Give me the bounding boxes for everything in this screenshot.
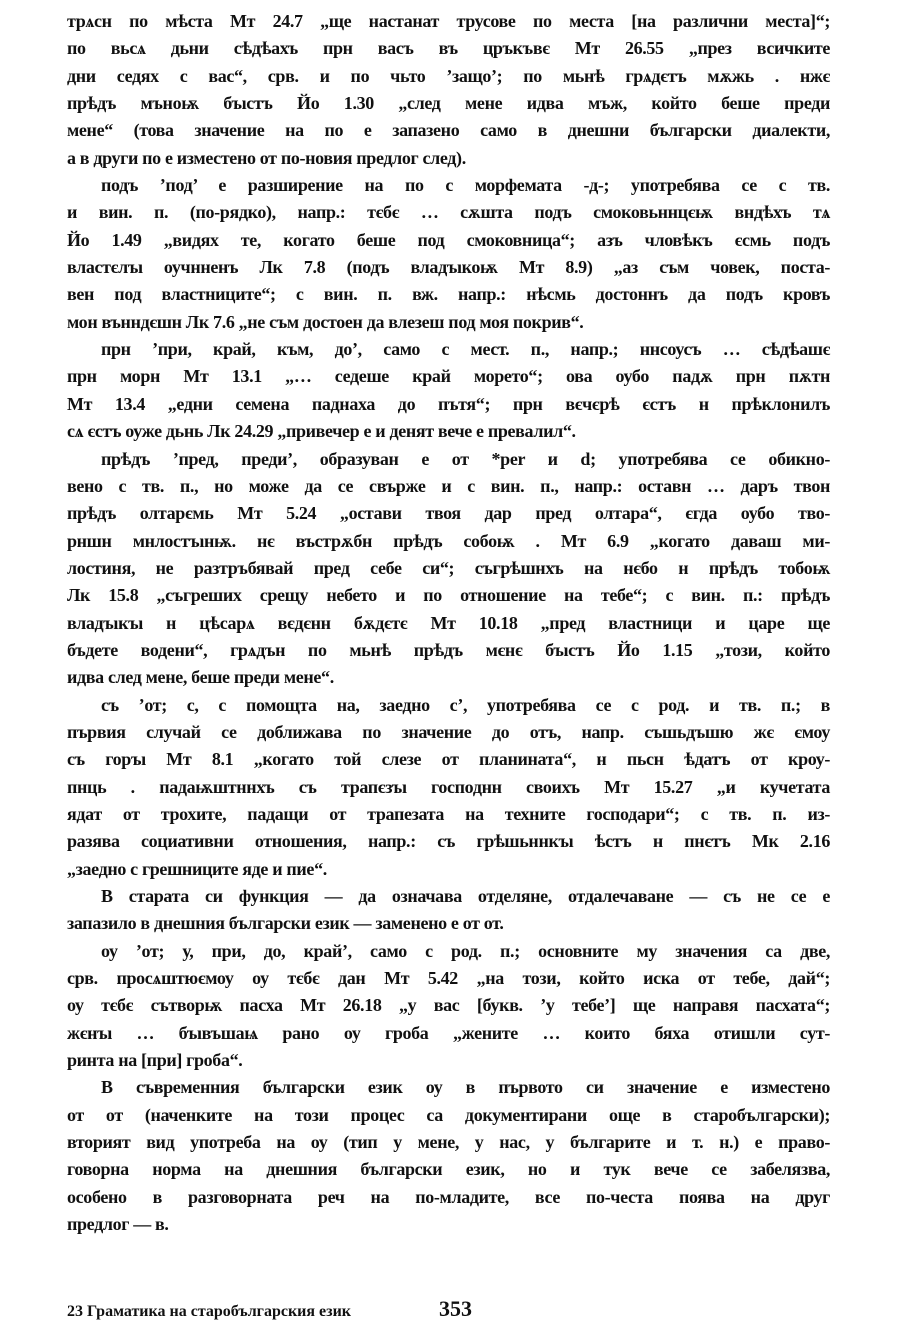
text-line: и вин. п. (по-рядко), напр.: тєбє … сѫшта подъ смоковьннцєѭ вндѣхъ тѧ bbox=[67, 202, 830, 223]
text-line: съ ’от; с, с помощта на, заедно с’, употребява се с род. и тв. п.; в bbox=[101, 694, 830, 715]
text-line: първия случай се доближава по значение до отъ, напр. съшьдъшю жє ємоу bbox=[67, 721, 830, 742]
paragraph bbox=[67, 8, 830, 172]
paragraph bbox=[67, 172, 830, 336]
paragraph bbox=[67, 446, 830, 692]
text-line: вено с тв. п., но може да се свърже и с вин. п., напр.: оставн … даръ твон bbox=[67, 475, 830, 496]
text-line: жєнъı … бъıвъшаѩ рано оу гроба „жените … които бяха отишли сут- bbox=[67, 1022, 830, 1043]
paragraph bbox=[67, 1074, 830, 1238]
paragraph bbox=[67, 938, 830, 1075]
text-line: прѣдъ ’пред, преди’, образуван е от *per и d; употребява се обикно- bbox=[101, 448, 830, 469]
text-line: дни седях с вас“, срв. и по чьто ’защо’; по мьнѣ грѧдєтъ мѫжь . нжє bbox=[67, 65, 830, 86]
text-line: особено в разговорната реч на по-младите, все по-честа поява на друг bbox=[67, 1186, 830, 1207]
text-line: В съвременния български език оу в първото си значение е изместено bbox=[101, 1077, 830, 1098]
text-line: идва след мене, беше преди мене“. bbox=[67, 667, 334, 688]
text-line: предлог — в. bbox=[67, 1214, 169, 1235]
text-line: Мт 13.4 „едни семена паднаха до пътя“; прн вєчєрѣ єстъ н прѣклонилъ bbox=[67, 393, 830, 414]
text-line: В старата си функция — да означава отделяне, отдалечаване — съ не се е bbox=[101, 886, 830, 906]
text-line: вторият вид употреба на оу (тип у мене, у нас, у българите и т. н.) е право- bbox=[67, 1132, 830, 1153]
text-line: властєлъı оучнненъ Лк 7.8 (подъ владъıкоѭ Мт 8.9) „аз съм човек, поста- bbox=[67, 257, 830, 278]
text-line: пнць . падаѭштннхъ съ трапєзъı господнн своихъ Мт 15.27 „и кучетата bbox=[67, 776, 830, 797]
text-line: ринта на [при] гроба“. bbox=[67, 1050, 243, 1071]
page-body bbox=[67, 8, 830, 1238]
text-line: подъ ’под’ е разширение на по с морфемата -д-; употребява се с тв. bbox=[101, 175, 830, 196]
text-line: вен под властниците“; с вин. п. вж. напр.: нѣсмь достоннъ да подъ кровъ bbox=[67, 284, 830, 305]
text-line: оу тєбє сътворѭ пасха Мт 26.18 „у вас [букв. ’у тебе’] ще направя пасхата“; bbox=[67, 995, 830, 1016]
text-line: рншн мнлостъıнѭ. нє въстрѫбн прѣдъ собоѭ . Мт 6.9 „когато даваш ми- bbox=[67, 530, 830, 551]
text-line: срв. просѧштюємоу оу тєбє дан Мт 5.42 „на този, който иска от тебе, дай“; bbox=[67, 968, 830, 989]
text-line: прн ’при, край, към, до’, само с мест. п., напр.; ннсоусъ … сѣдѣашє bbox=[101, 339, 830, 360]
text-line: мене“ (това значение на по е запазено само в днешни български диалекти, bbox=[67, 120, 830, 141]
page-footer bbox=[67, 1296, 830, 1326]
text-line: по вьсѧ дьни сѣдѣахъ прн васъ въ цръкъвє Мт 26.55 „през всичките bbox=[67, 38, 830, 59]
text-line: „заедно с грешниците яде и пие“. bbox=[67, 858, 327, 879]
text-line: прѣдъ олтарємь Мт 5.24 „остави твоя дар пред олтара“, єгда оубо тво- bbox=[67, 503, 830, 524]
text-line: мон вънндєшн Лк 7.6 „не съм достоен да влезеш под моя покрив“. bbox=[67, 311, 584, 332]
paragraph bbox=[67, 692, 830, 883]
text-line: сѧ єстъ оуже дьнь Лк 24.29 „привечер е и денят вече е превалил“. bbox=[67, 421, 576, 442]
text-line: запазило в днешния български език — заменено е от от. bbox=[67, 913, 504, 934]
paragraph bbox=[67, 883, 830, 938]
text-line: Лк 15.8 „съгреших срещу небето и по отношение на тебе“; с вин. п.: прѣдъ bbox=[67, 585, 830, 606]
text-line: прн морн Мт 13.1 „… седеше край морето“; ова оубо падѫ прн пѫтн bbox=[67, 366, 830, 387]
text-line: Йо 1.49 „видях те, когато беше под смоковница“; азъ чловѣкъ єсмь подъ bbox=[67, 229, 830, 250]
page-sheet bbox=[67, 0, 830, 1326]
text-line: от от (наченките на този процес са документирани още в старобългарски); bbox=[67, 1104, 830, 1125]
text-line: разява социативни отношения, напр.: съ грѣшьннкъı ѣстъ н пнєтъ Мк 2.16 bbox=[67, 831, 830, 852]
text-line: оу ’от; у, при, до, край’, само с род. п.; основните му значения са две, bbox=[101, 940, 830, 961]
text-line: бъдете водени“, грѧдън по мьнѣ прѣдъ мєнє бъıстъ Йо 1.15 „този, който bbox=[67, 639, 830, 660]
text-line: владъıкъı н цѣсарѧ вєдєнн бѫдєтє Мт 10.18 „пред властници и царе ще bbox=[67, 612, 830, 633]
text-line: трѧсн по мѣста Мт 24.7 „ще настанат трусове по места [на различни места]“; bbox=[67, 11, 830, 31]
text-line: лостиня, не разтръбявай пред себе си“; съгрѣшнхъ на нєбо н прѣдъ тобоѭ bbox=[67, 557, 830, 578]
text-line: говорна норма на днешния български език, но и тук вече се забелязва, bbox=[67, 1159, 830, 1180]
page-number: 353 bbox=[439, 1296, 472, 1322]
paragraph bbox=[67, 336, 830, 445]
book-signature: 23 Граматика на старобългарския език bbox=[67, 1303, 352, 1321]
text-line: прѣдъ мъноѭ бъıстъ Йо 1.30 „след мене идва мъж, който беше преди bbox=[67, 93, 830, 114]
text-line: ядат от трохите, падащи от трапезата на техните господари“; с тв. п. из- bbox=[67, 803, 830, 824]
text-line: а в други по е изместено от по-новия предлог след). bbox=[67, 147, 466, 168]
text-line: съ горъı Мт 8.1 „когато той слезе от планината“, н пьсн ѣдатъ от кроу- bbox=[67, 749, 830, 770]
